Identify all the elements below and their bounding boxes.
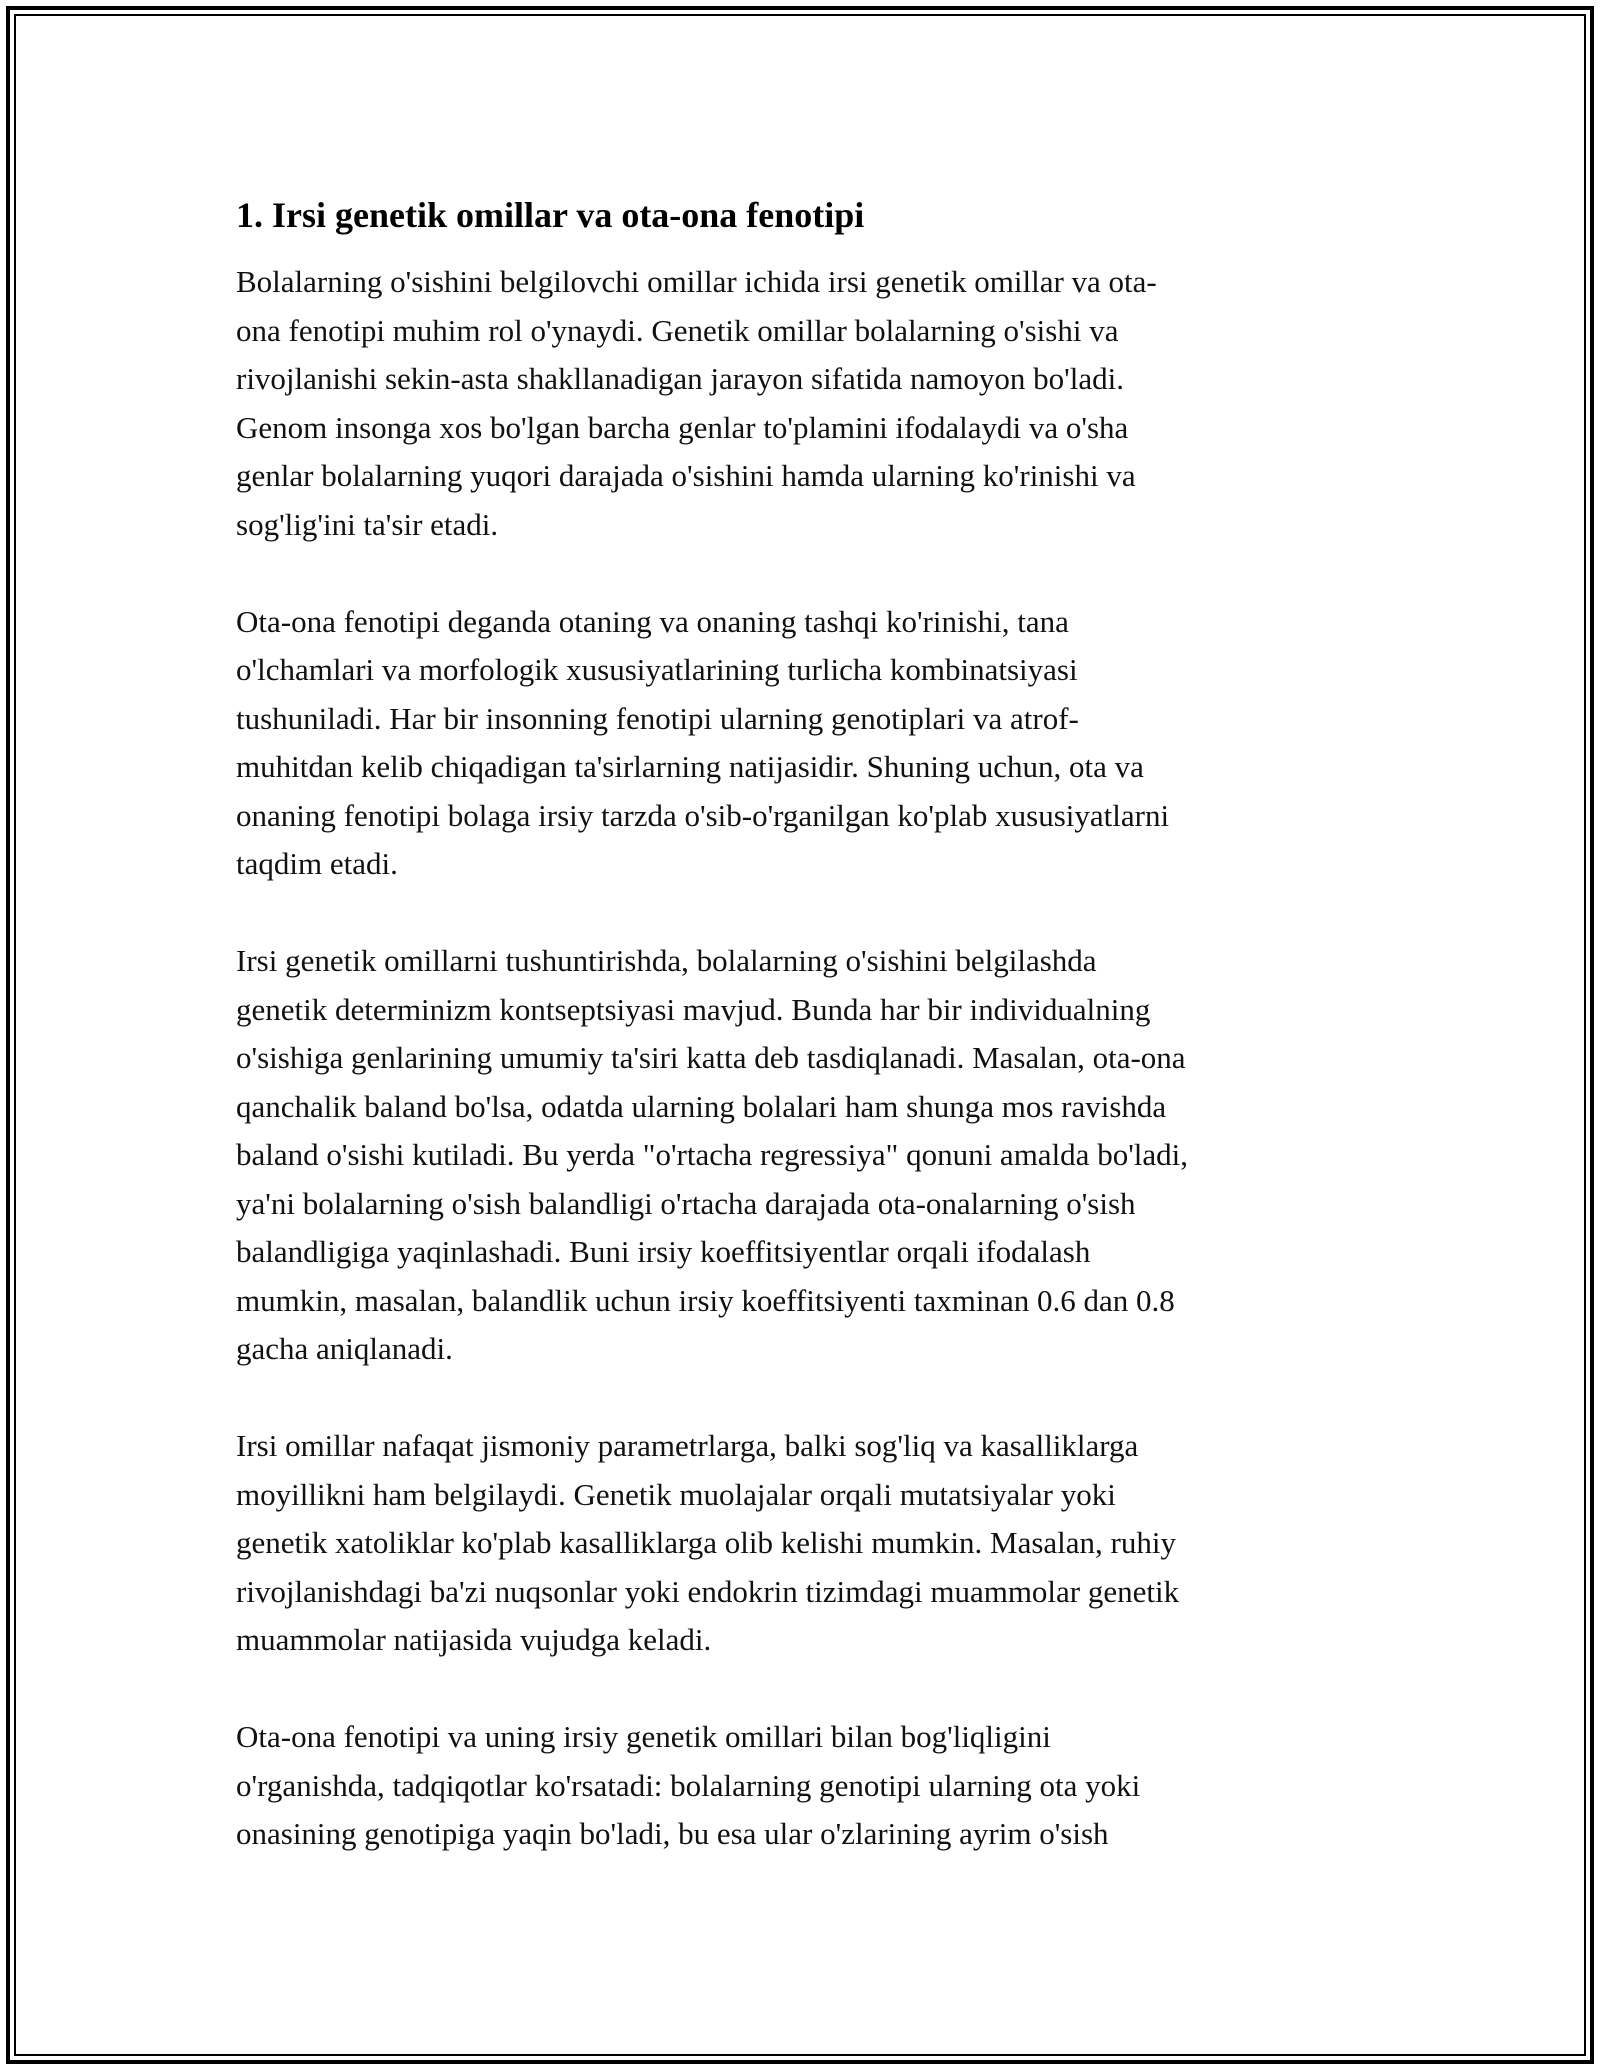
paragraph-1: Bolalarning o'sishini belgilovchi omillar ichida irsi genetik omillar va ota- ona fenotipi muhim rol o'ynaydi. Genetik omillar bolalarning o'sishi va rivojlanishi sekin-asta shakllanadigan jarayon sifatida namoyon bo'ladi. Genom insonga xos bo'lgan barcha genlar to'plamini ifodalaydi va o'sha genlar bolalarning yuqori darajada o'sishini hamda ularning ko'rinishi va sog'lig'ini ta'sir etadi. xyxy=(236,264,1157,542)
paragraph-3: Irsi genetik omillarni tushuntirishda, bolalarning o'sishini belgilashda genetik determinizm kontseptsiyasi mavjud. Bunda har bir individualning o'sishiga genlarining umumiy ta'siri katta deb tasdiqlanadi. Masalan, ota-ona qanchalik baland bo'lsa, odatda ularning bolalari ham shunga mos ravishda baland o'sishi kutiladi. Bu yerda "o'rtacha regressiya" qonuni amalda bo'ladi, ya'ni bolalarning o'sish balandligi o'rtacha darajada ota-onalarning o'sish balandligiga yaqinlashadi. Buni irsiy koeffitsiyentlar orqali ifodalash mumkin, masalan, balandlik uchun irsiy koeffitsiyenti taxminan 0.6 dan 0.8 gacha aniqlanadi. xyxy=(236,943,1189,1366)
document-body xyxy=(236,186,1368,1907)
paragraph-2: Ota-ona fenotipi deganda otaning va onaning tashqi ko'rinishi, tana o'lchamlari va morfologik xususiyatlarining turlicha kombinatsiyasi tushuniladi. Har bir insonning fenotipi ularning genotiplari va atrof- muhitdan kelib chiqadigan ta'sirlarning natijasidir. Shuning uchun, ota va onaning fenotipi bolaga irsiy tarzda o'sib-o'rganilgan ko'plab xususiyatlarni taqdim etadi. xyxy=(236,603,1170,881)
paragraph-4: Irsi omillar nafaqat jismoniy parametrlarga, balki sog'liq va kasalliklarga moyillikni ham belgilaydi. Genetik muolajalar orqali mutatsiyalar yoki genetik xatoliklar ko'plab kasalliklarga olib kelishi mumkin. Masalan, ruhiy rivojlanishdagi ba'zi nuqsonlar yoki endokrin tizimdagi muammolar genetik muammolar natijasida vujudga keladi. xyxy=(236,1428,1180,1657)
section-heading: 1. Irsi genetik omillar va ota-ona fenotipi xyxy=(236,195,865,235)
paragraph-5: Ota-ona fenotipi va uning irsiy genetik omillari bilan bog'liqligini o'rganishda, tadqiqotlar ko'rsatadi: bolalarning genotipi ularning ota yoki onasining genotipiga yaqin bo'ladi, bu esa ular o'zlarining ayrim o'sish xyxy=(236,1719,1141,1851)
